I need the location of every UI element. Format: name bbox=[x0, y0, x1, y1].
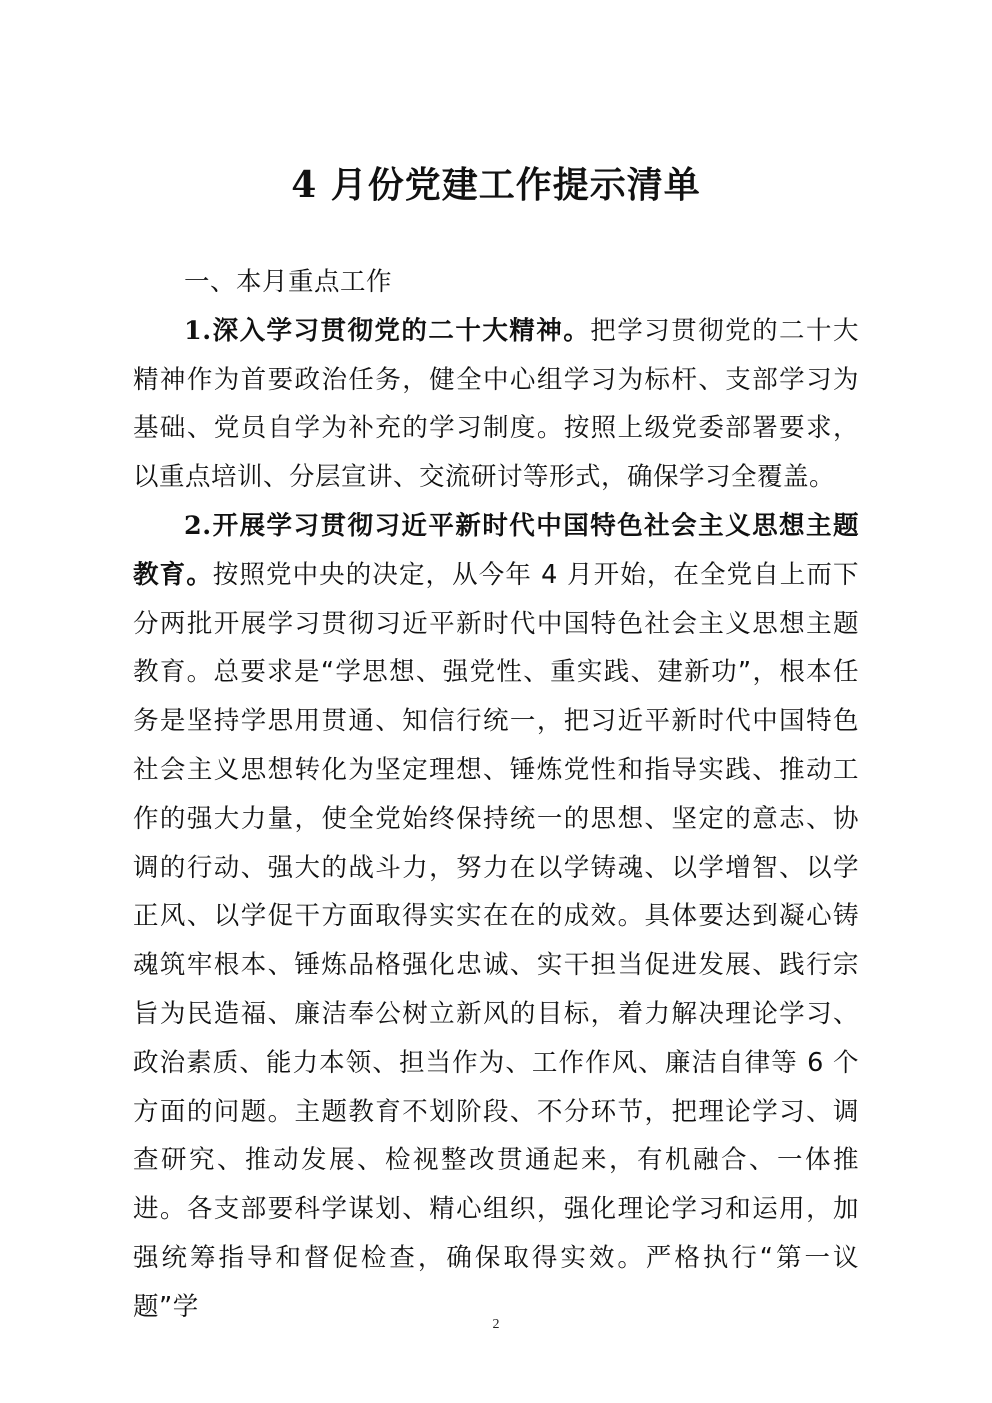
document-body bbox=[133, 258, 859, 1332]
paragraph-text: 按照党中央的决定，从今年 4 月开始，在全党自上而下分两批开展学习贯彻习近平新时代中国特色社会主义思想主题教育。总要求是“学思想、强党性、重实践、建新功”，根本任务是坚持学思用贯通、知信行统一，把习近平新时代中国特色社会主义思想转化为坚定理想、锤炼党性和指导实践、推动工作的强大力量，使全党始终保持统一的思想、坚定的意志、协调的行动、强大的战斗力，努力在以学铸魂、以学增智、以学正风、以学促干方面取得实实在在的成效。具体要达到凝心铸魂筑牢根本、锤炼品格强化忠诚、实干担当促进发展、践行宗旨为民造福、廉洁奉公树立新风的目标，着力解决理论学习、政治素质、能力本领、担当作为、工作作风、廉洁自律等 6 个方面的问题。主题教育不划阶段、不分环节，把理论学习、调查研究、推动发展、检视整改贯通起来，有机融合、一体推进。各支部要科学谋划、精心组织，强化理论学习和运用，加强统筹指导和督促检查，确保取得实效。严格执行“第一议题”学 bbox=[133, 559, 859, 1322]
section-heading: 一、本月重点工作 bbox=[184, 267, 393, 297]
document-title: 4 月份党建工作提示清单 bbox=[291, 164, 701, 206]
paragraph-lead: 2.开展学习贯彻习近平新时代中国特色社会主义思想主题教育。 bbox=[133, 510, 859, 590]
paragraph-item-1 bbox=[133, 307, 859, 502]
page-number: 2 bbox=[492, 1317, 500, 1332]
paragraph-item-2 bbox=[133, 502, 859, 1332]
paragraph-text: 把学习贯彻党的二十大精神作为首要政治任务，健全中心组学习为标杆、支部学习为基础、党员自学为补充的学习制度。按照上级党委部署要求，以重点培训、分层宣讲、交流研讨等形式，确保学习全覆盖。 bbox=[133, 315, 859, 493]
paragraph-lead: 1.深入学习贯彻党的二十大精神。 bbox=[184, 315, 591, 346]
